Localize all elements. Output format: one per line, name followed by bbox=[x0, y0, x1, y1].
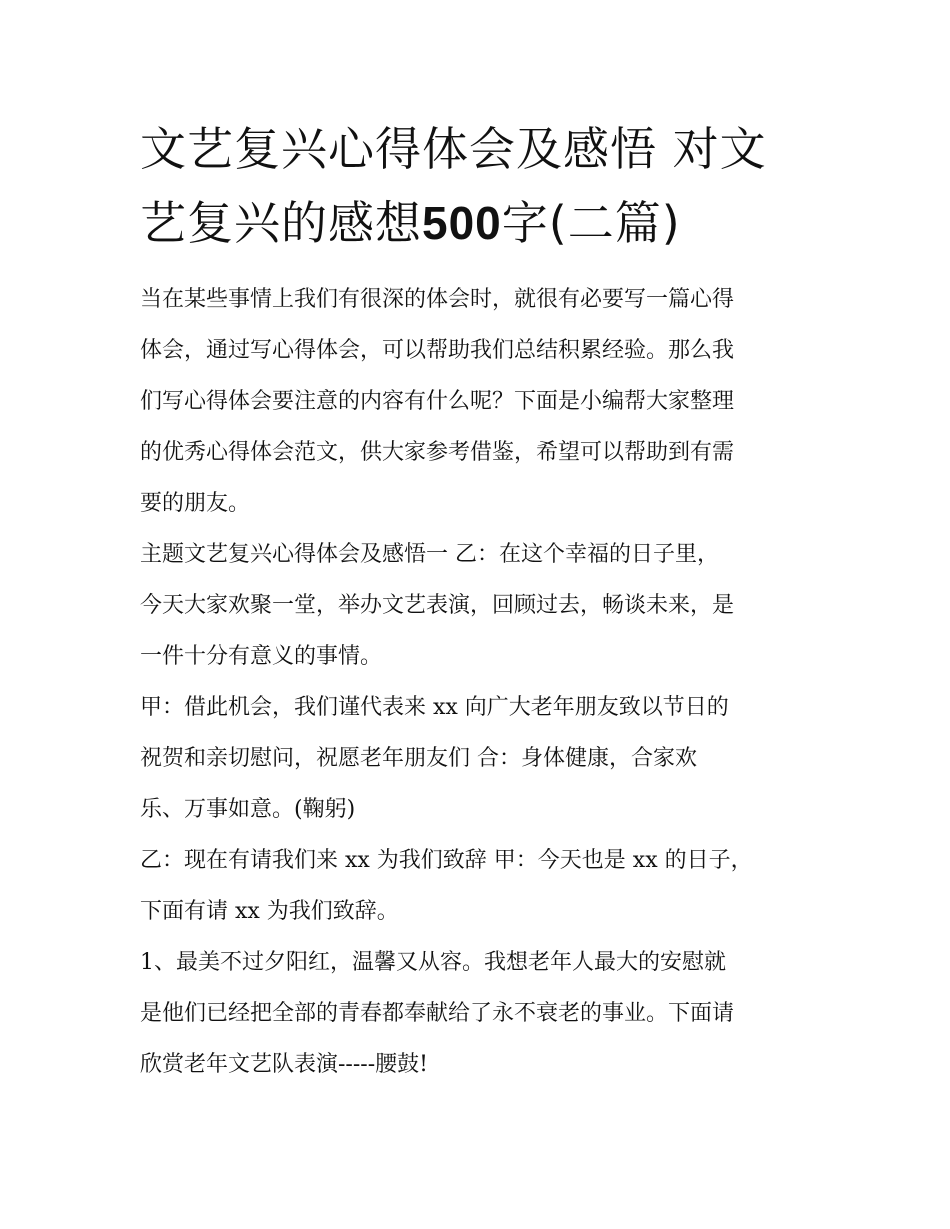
text-line: 1、最美不过夕阳红，温馨又从容。我想老年人最大的安慰就 bbox=[140, 950, 726, 975]
text-line: 主题文艺复兴心得体会及感悟一 乙：在这个幸福的日子里， bbox=[140, 542, 719, 567]
text-line: 的优秀心得体会范文，供大家参考借鉴，希望可以帮助到有需 bbox=[140, 440, 735, 465]
text-line: 体会，通过写心得体会，可以帮助我们总结积累经验。那么我 bbox=[140, 338, 735, 363]
title-line-2-number: 500 bbox=[422, 197, 502, 249]
title-line-2-prefix: 艺复兴的感想 bbox=[140, 196, 422, 250]
text-line: 一件十分有意义的事情。 bbox=[140, 644, 383, 669]
text-line: 乙：现在有请我们来 xx 为我们致辞 甲：今天也是 xx 的日子， bbox=[140, 848, 753, 873]
paragraph-speech bbox=[140, 835, 820, 937]
text-line: 祝贺和亲切慰问，祝愿老年朋友们 合：身体健康，合家欢 bbox=[140, 746, 697, 771]
paragraph-intro bbox=[140, 274, 820, 529]
document-title bbox=[140, 112, 820, 260]
text-line: 甲：借此机会，我们谨代表来 xx 向广大老年朋友致以节日的 bbox=[140, 695, 729, 720]
text-line: 乐、万事如意。(鞠躬) bbox=[140, 797, 356, 822]
text-line: 今天大家欢聚一堂，举办文艺表演，回顾过去，畅谈未来，是 bbox=[140, 593, 735, 618]
paragraph-theme bbox=[140, 529, 820, 682]
paragraph-greeting bbox=[140, 682, 820, 835]
text-line: 当在某些事情上我们有很深的体会时，就很有必要写一篇心得 bbox=[140, 287, 735, 312]
text-line: 们写心得体会要注意的内容有什么呢？下面是小编帮大家整理 bbox=[140, 389, 735, 414]
text-line: 是他们已经把全部的青春都奉献给了永不衰老的事业。下面请 bbox=[140, 1001, 735, 1026]
text-line: 欣赏老年文艺队表演-----腰鼓! bbox=[140, 1052, 429, 1077]
paragraph-item-1 bbox=[140, 937, 820, 1090]
document-body bbox=[140, 274, 820, 1090]
text-line: 下面有请 xx 为我们致辞。 bbox=[140, 899, 399, 924]
title-line-1: 文艺复兴心得体会及感悟 对文 bbox=[140, 122, 767, 176]
text-line: 要的朋友。 bbox=[140, 491, 251, 516]
title-line-2-suffix: 字(二篇) bbox=[501, 196, 681, 250]
